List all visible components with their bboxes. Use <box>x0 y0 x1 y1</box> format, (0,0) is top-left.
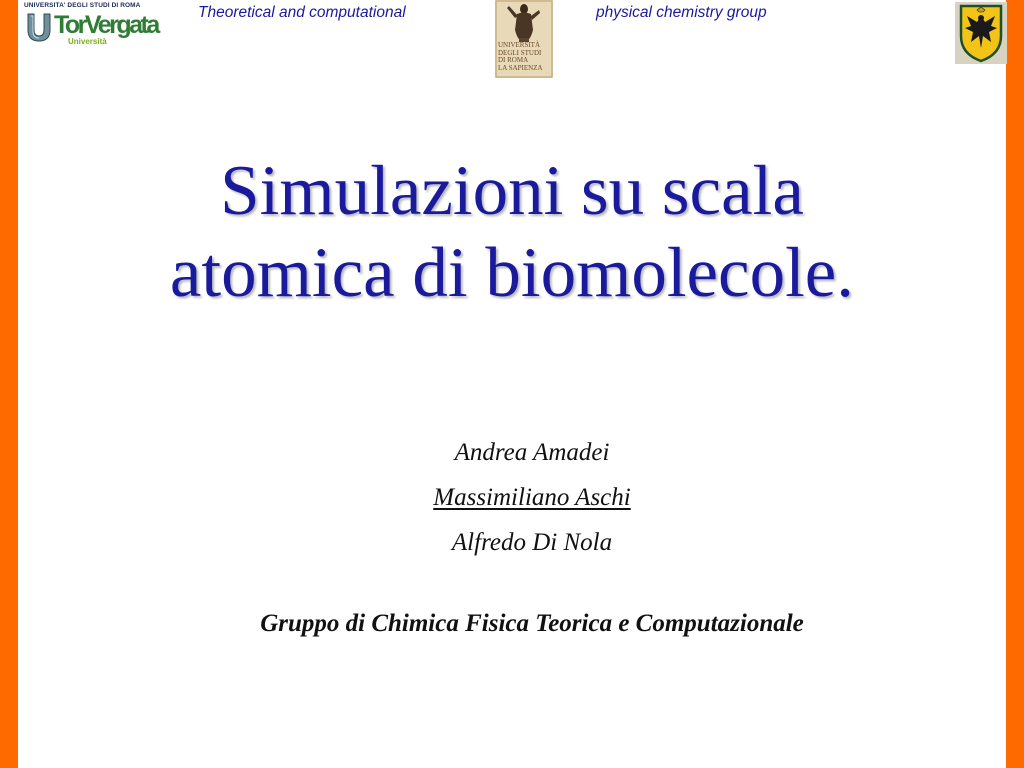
group-name: Gruppo di Chimica Fisica Teorica e Computazionale <box>260 610 804 637</box>
author-list <box>0 430 1024 565</box>
title-line-2: atomica di biomolecole. <box>169 234 855 312</box>
torvergata-logo-top-text: UNIVERSITA' DEGLI STUDI DI ROMA <box>24 2 141 9</box>
author-name: Andrea Amadei <box>454 439 610 466</box>
eagle-crest-logo <box>955 2 1007 64</box>
sapienza-logo <box>495 0 553 78</box>
torvergata-logo-word: TorVergata <box>54 11 158 39</box>
left-orange-bar <box>0 0 18 768</box>
torvergata-logo-sub: Università <box>68 37 107 46</box>
torvergata-u-icon <box>26 12 52 42</box>
author-name-underlined: Massimiliano Aschi <box>433 484 631 511</box>
torvergata-logo <box>24 2 158 48</box>
sapienza-logo-text: UNIVERSITÀ DEGLI STUDI DI ROMA LA SAPIENZA <box>498 41 543 72</box>
header-right-text: physical chemistry group <box>596 4 767 21</box>
header-left-text: Theoretical and computational <box>198 4 406 21</box>
eagle-crest-icon <box>955 2 1007 64</box>
right-orange-bar <box>1006 0 1024 768</box>
author-name: Alfredo Di Nola <box>451 529 613 556</box>
title-line-1: Simulazioni su scala <box>220 152 804 230</box>
slide-title <box>0 150 1024 314</box>
